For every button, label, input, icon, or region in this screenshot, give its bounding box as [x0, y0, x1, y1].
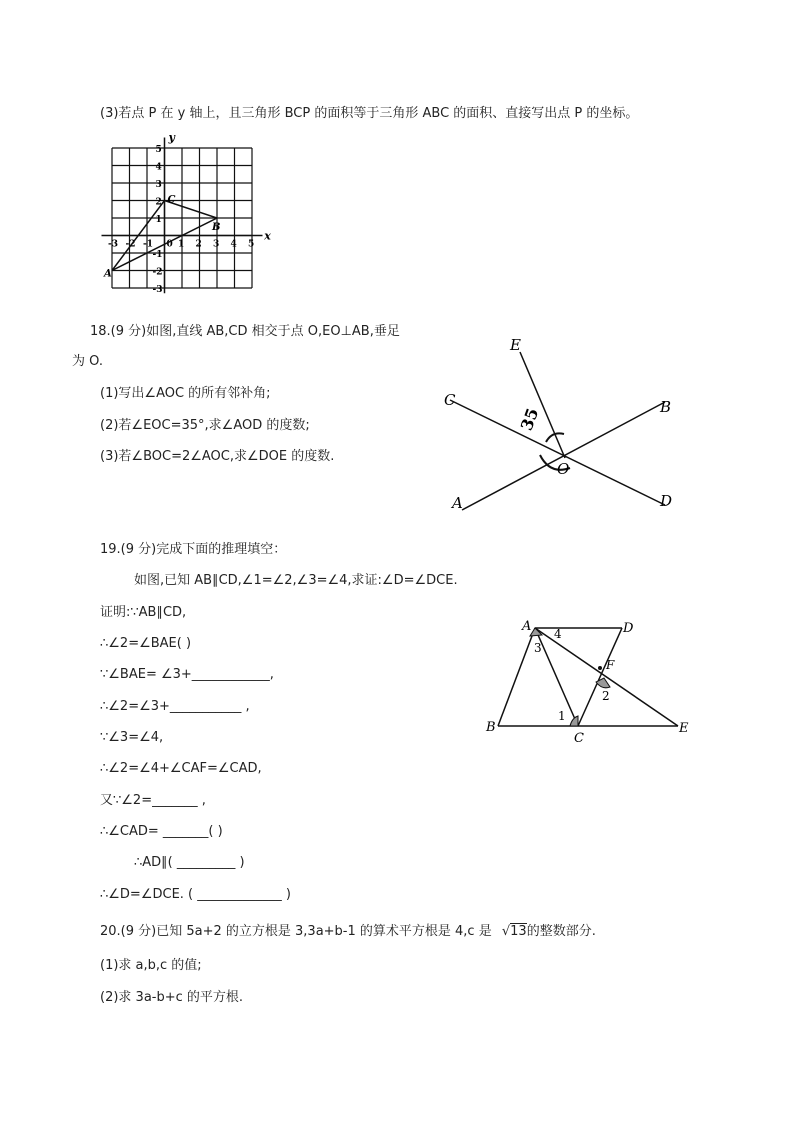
q19-step7: 又∵∠2=_______ ,	[100, 793, 206, 808]
q19-step4: ∴∠2=∠3+___________ ,	[100, 699, 250, 714]
label-d: D	[660, 492, 673, 510]
q20-part1: (1)求 a,b,c 的值;	[100, 958, 202, 973]
fig19-label-d: D	[623, 621, 634, 636]
sqrt-radicand: 13	[510, 924, 527, 939]
fig19-label-c: C	[574, 731, 584, 746]
q19-given: 如图,已知 AB∥CD,∠1=∠2,∠3=∠4,求证:∠D=∠DCE.	[134, 573, 458, 588]
y-tick-label: -2	[152, 267, 163, 278]
q19-step3: ∵∠BAE= ∠3+____________,	[100, 667, 274, 682]
x-tick-label: -2	[125, 239, 136, 250]
q18-part2: (2)若∠EOC=35°,求∠AOD 的度数;	[100, 418, 310, 433]
label-c: C	[444, 391, 456, 409]
q20-text	[100, 924, 596, 940]
fig19-angle-2: 2	[602, 689, 610, 703]
q19-step6: ∴∠2=∠4+∠CAF=∠CAD,	[100, 761, 262, 776]
x-tick-label: -1	[143, 239, 153, 250]
label-e: E	[510, 336, 521, 354]
q19-step9: ∴AD∥( _________ )	[134, 855, 245, 870]
segment-dc	[578, 628, 622, 726]
x-tick-label: 5	[248, 239, 255, 250]
y-tick-label: 2	[155, 197, 162, 208]
y-tick-label: 1	[155, 215, 162, 225]
fig19-label-a: A	[522, 619, 532, 634]
line-cd	[450, 400, 665, 505]
right-angle-mark	[546, 433, 564, 442]
q19-title: 19.(9 分)完成下面的推理填空：	[100, 542, 287, 557]
q20-part2: (2)求 3a-b+c 的平方根.	[100, 990, 244, 1005]
q17-part3-text: (3)若点 P 在 y 轴上，且三角形 BCP 的面积等于三角形 ABC 的面积、直接写出点 P 的坐标。	[100, 106, 639, 121]
x-tick-label: 3	[213, 239, 220, 250]
q18-part1: (1)写出∠AOC 的所有邻补角;	[100, 386, 271, 401]
label-b: B	[660, 398, 672, 416]
q18-text-line2: 为 O.	[72, 354, 103, 369]
y-axis-label: y	[168, 131, 175, 144]
fig19-label-b: B	[486, 720, 496, 735]
label-a: A	[452, 494, 463, 512]
fig19-angle-1: 1	[558, 709, 566, 723]
fig19-label-e: E	[679, 721, 689, 736]
x-axis-label: x	[264, 229, 271, 243]
y-tick-label: -1	[152, 250, 163, 260]
q18-text-line1: 18.(9 分)如图,直线 AB,CD 相交于点 O,EO⊥AB,垂足	[90, 324, 400, 339]
q19-step1: 证明:∵AB∥CD,	[100, 605, 187, 620]
q20-pre: 20.(9 分)已知 5a+2 的立方根是 3,3a+b-1 的算术平方根是 4,c 是	[100, 924, 492, 939]
x-tick-label: 1	[178, 239, 185, 250]
q19-step8: ∴∠CAD= _______( )	[100, 824, 223, 839]
segment-ab	[498, 628, 535, 726]
x-tick-label: 4	[230, 239, 237, 250]
intersecting-lines-figure	[420, 330, 690, 530]
y-tick-label: 5	[155, 145, 162, 155]
q19-step5: ∵∠3=∠4,	[100, 730, 164, 745]
q19-step2: ∴∠2=∠BAE( )	[100, 636, 192, 651]
point-f	[598, 666, 602, 670]
fig19-angle-3: 3	[534, 641, 542, 655]
y-tick-label: -3	[152, 285, 163, 295]
origin-label: 0	[166, 239, 173, 250]
point-c-label: C	[167, 194, 176, 206]
y-tick-label: 4	[155, 162, 162, 173]
q18-part3: (3)若∠BOC=2∠AOC,求∠DOE 的度数.	[100, 449, 335, 464]
fig19-angle-4: 4	[554, 627, 562, 641]
x-tick-label: 2	[195, 239, 202, 250]
q20-post: 的整数部分.	[526, 924, 596, 939]
label-o: O	[557, 460, 570, 478]
fig19-label-f: F	[606, 658, 615, 672]
x-tick-label: -3	[108, 239, 118, 250]
q19-step10: ∴∠D=∠DCE. ( _____________ )	[100, 887, 291, 902]
point-a-label: A	[104, 268, 112, 280]
parallel-lines-figure	[470, 600, 700, 750]
point-b-label: B	[212, 222, 221, 233]
coordinate-grid-figure	[100, 131, 280, 300]
y-tick-label: 3	[155, 180, 162, 190]
sqrt-13: √13	[501, 924, 527, 939]
angle-35-label: 35	[516, 405, 543, 433]
line-eo	[520, 352, 565, 458]
